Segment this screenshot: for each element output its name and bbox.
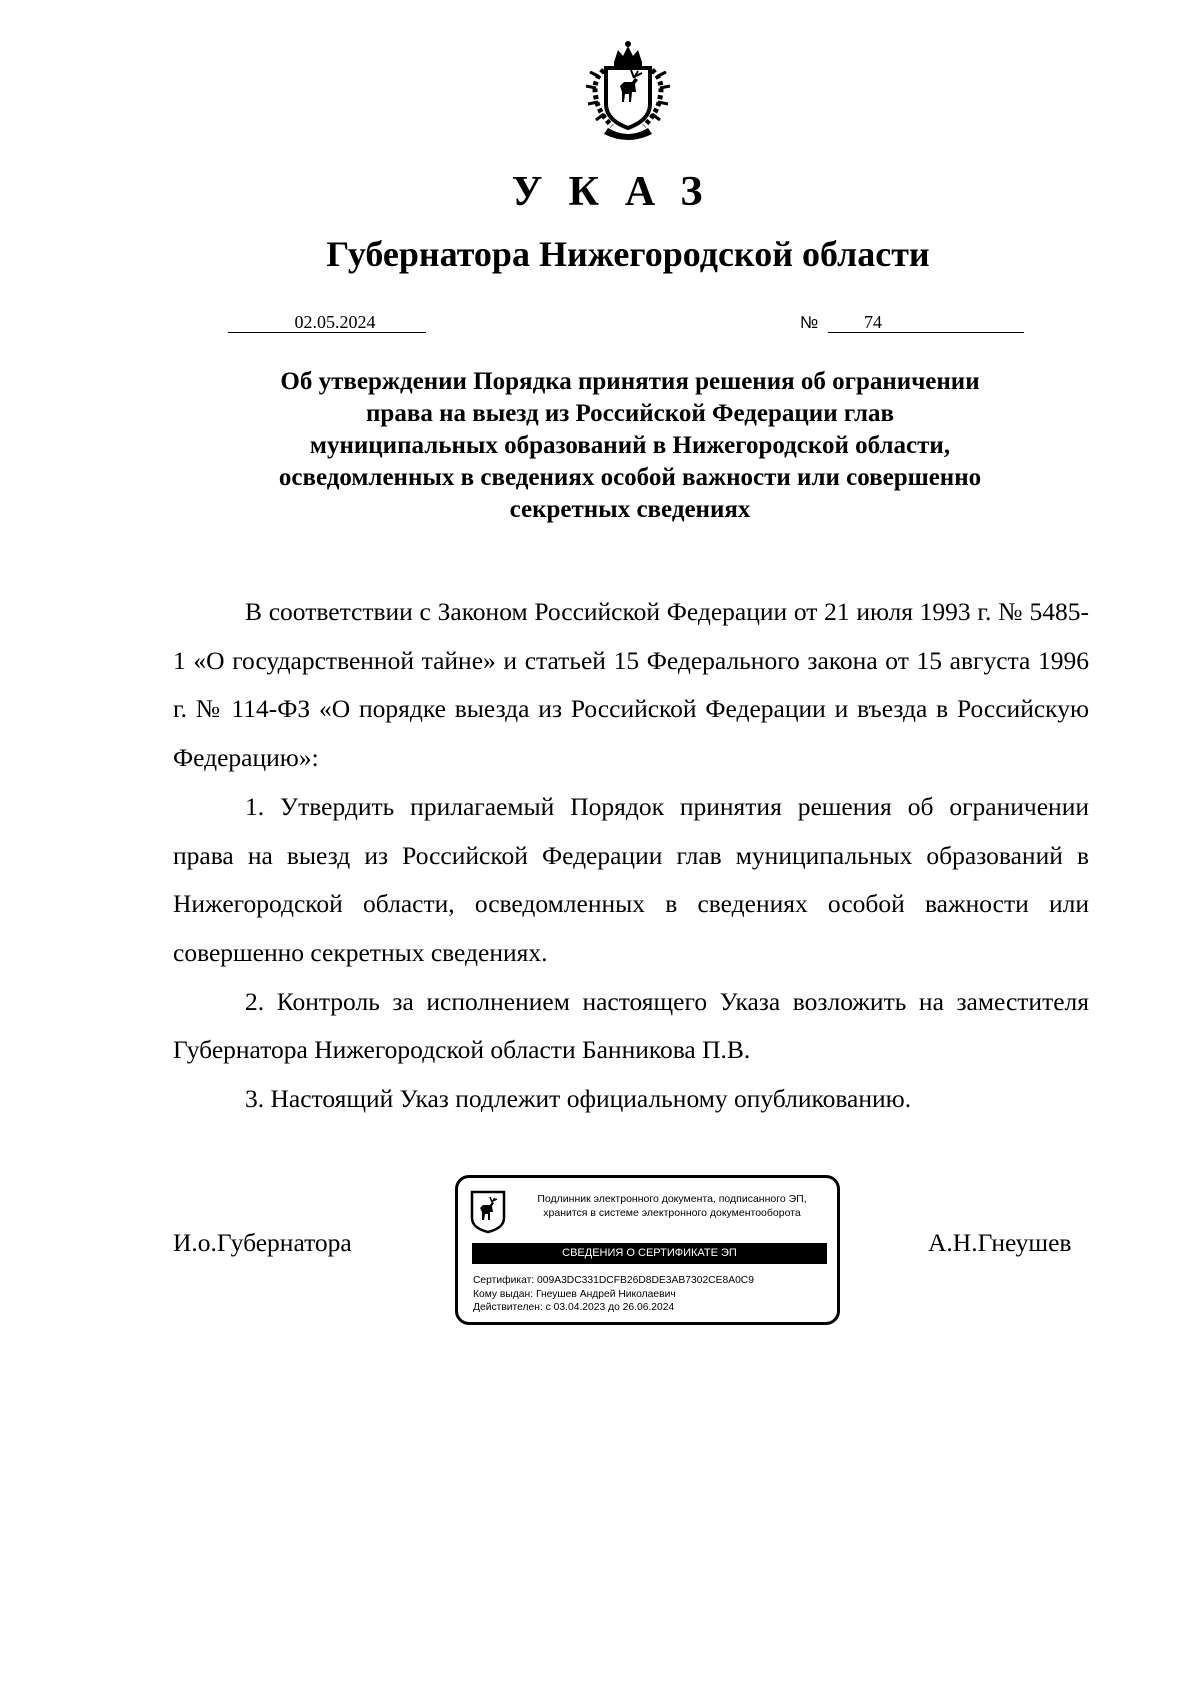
preamble-paragraph: В соответствии с Законом Российской Федерации от 21 июля 1993 г. № 5485-1 «О государственной тайне» и статьей 15 Федерального закона от 15 августа 1996 г. № 114-ФЗ «О порядке выезда из Российской Федерации и въезда в Российскую Федерацию»:: [173, 597, 1089, 773]
certificate-details: [473, 1274, 754, 1315]
certificate-number: Сертификат: 009A3DC331DCFB26D8DE3AB7302CE8A0C9: [473, 1275, 754, 1286]
certificate-owner: Кому выдан: Гнеушев Андрей Николаевич: [473, 1288, 676, 1300]
stamp-header-line: Подлинник электронного документа, подписанного ЭП,: [537, 1193, 807, 1205]
document-subject: [200, 366, 1060, 526]
document-type-title: УКАЗ: [511, 169, 729, 215]
subject-line: Об утверждении Порядка принятия решения об ограничении: [280, 368, 980, 395]
deer-shield-icon: [470, 1190, 506, 1234]
certificate-validity: Действителен: с 03.04.2023 до 26.06.2024: [473, 1302, 675, 1313]
document-number: 74: [828, 311, 1024, 333]
electronic-signature-stamp: [455, 1175, 840, 1325]
decree-item: 2. Контроль за исполнением настоящего Указа возложить на заместителя Губернатора Нижегородской области Банникова П.В.: [173, 986, 1089, 1065]
stamp-header: [512, 1192, 832, 1220]
document-body: [173, 588, 1089, 1124]
decree-item: 1. Утвердить прилагаемый Порядок принятия решения об ограничении права на выезд из Российской Федерации глав муниципальных образований в Нижегородской области, осведомленных в сведениях особой важности или совершенно секретных сведениях.: [173, 791, 1089, 967]
subject-line: муниципальных образований в Нижегородской области,: [309, 432, 951, 459]
stamp-header-line: хранится в системе электронного документооборота: [543, 1207, 801, 1219]
coat-of-arms-icon: [568, 40, 688, 144]
stamp-title-bar: СВЕДЕНИЯ О СЕРТИФИКАТЕ ЭП: [472, 1243, 827, 1264]
signatory-role: И.о.Губернатора: [173, 1228, 352, 1257]
decree-item: 3. Настоящий Указ подлежит официальному опубликованию.: [245, 1084, 912, 1114]
issuer-title: Губернатора Нижегородской области: [326, 234, 930, 274]
signatory-name: А.Н.Гнеушев: [928, 1228, 1072, 1257]
subject-line: права на выезд из Российской Федерации глав: [366, 400, 894, 427]
number-sign: №: [800, 313, 819, 332]
subject-line: осведомленных в сведениях особой важности или совершенно: [278, 464, 982, 491]
document-date: 02.05.2024: [228, 311, 426, 333]
subject-line: секретных сведениях: [509, 496, 751, 523]
